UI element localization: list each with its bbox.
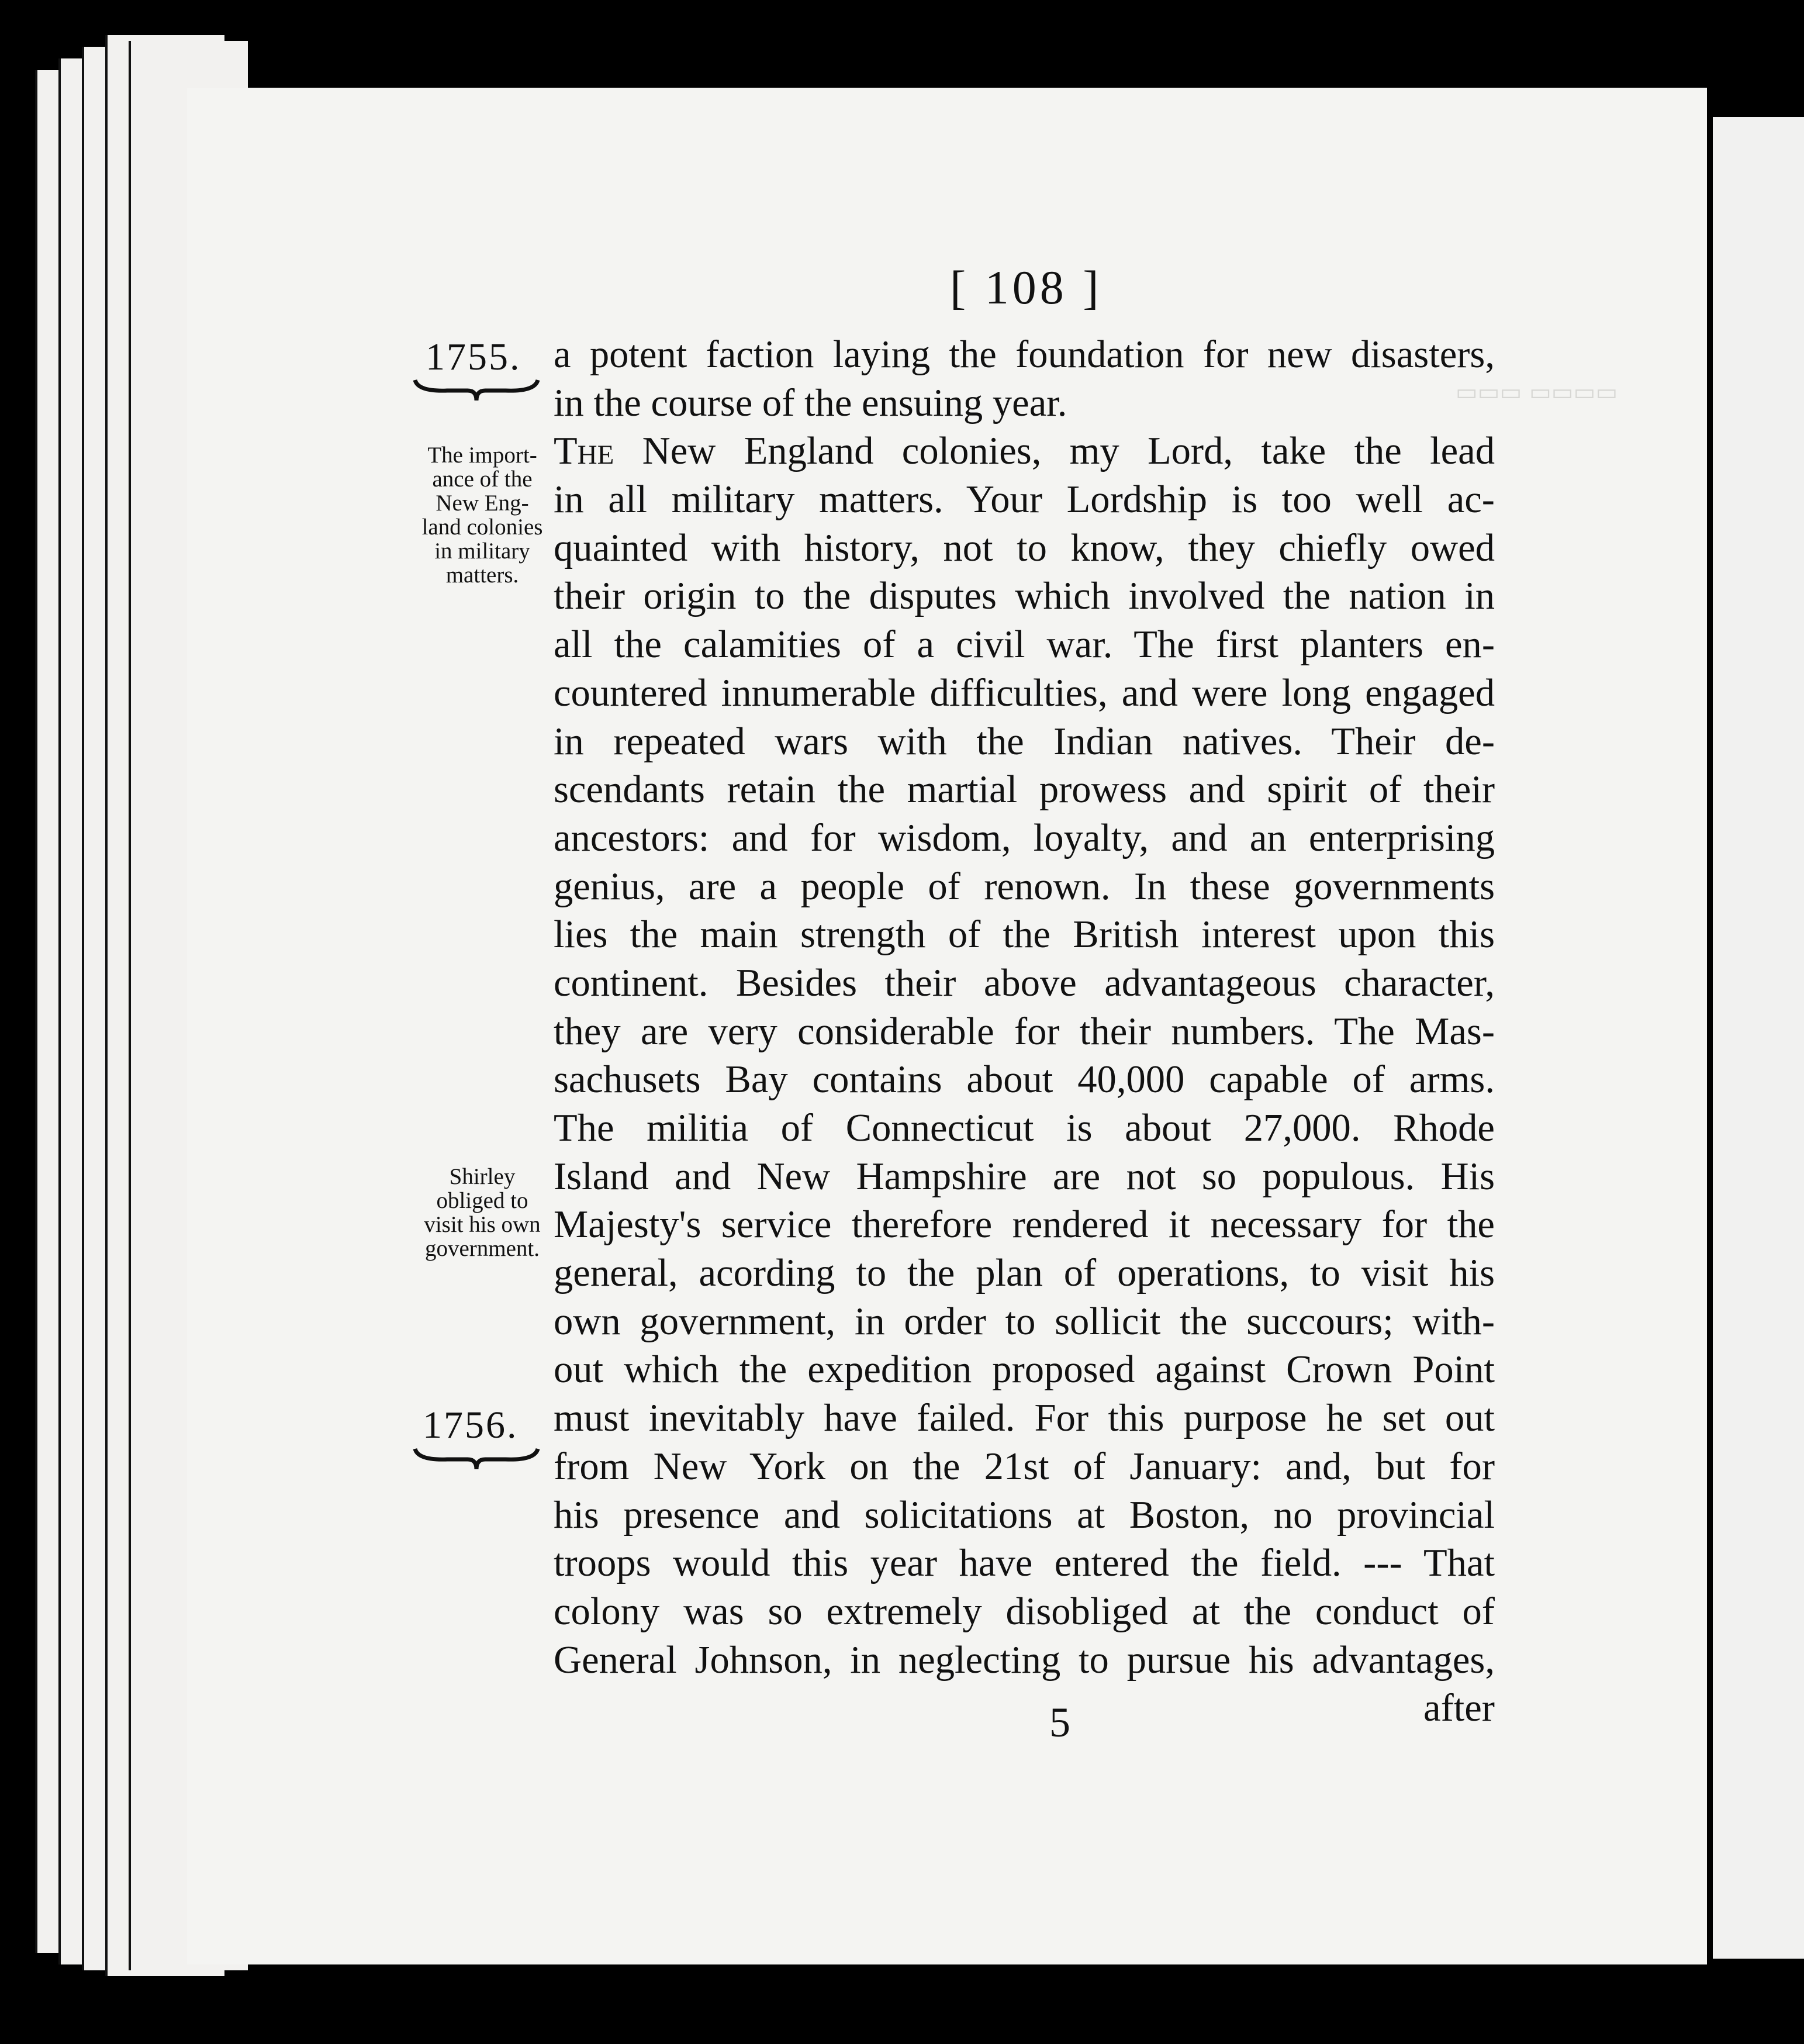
catchword: after (1423, 1687, 1495, 1730)
text-line: The New England colonies, my Lord, take the lead (554, 430, 1495, 473)
brace-icon (412, 374, 541, 403)
text-line: The militia of Connecticut is about 27,000. Rhode (554, 1107, 1495, 1149)
text-line: genius, are a people of renown. In these governments (554, 865, 1495, 908)
text-line: they are very considerable for their numbers. The Mas- (554, 1010, 1495, 1053)
bleed-through: ▭▭▭ ▭▭▭▭ (1456, 379, 1618, 406)
text-line: own government, in order to sollicit the succours; with- (554, 1300, 1495, 1343)
margin-note-importance: The import- ance of the New Eng- land colonies in military matters. (421, 443, 543, 588)
text-line: troops would this year have entered the field. --- That (554, 1542, 1495, 1585)
text-line: in all military matters. Your Lordship is too well ac- (554, 478, 1495, 522)
body-text (554, 331, 1495, 1733)
text-line: from New York on the 21st of January: and, but for (554, 1445, 1495, 1488)
text-line: colony was so extremely disobliged at the conduct of (554, 1590, 1495, 1633)
text-line: scendants retain the martial prowess and spirit of their (554, 768, 1495, 812)
text-line: his presence and solicitations at Boston, no provincial (554, 1493, 1495, 1537)
text-line: out which the expedition proposed against Crown Point (554, 1348, 1495, 1392)
facing-page (1707, 117, 1804, 1959)
margin-note-shirley: Shirley obliged to visit his own government. (424, 1164, 541, 1261)
signature-mark: 5 (1049, 1699, 1070, 1746)
text-line: ancestors: and for wisdom, loyalty, and an enterprising (554, 816, 1495, 859)
text-line: in the course of the ensuing year. (554, 381, 1067, 424)
text-line: a potent faction laying the foundation for new disasters, (554, 333, 1495, 376)
text-line: lies the main strength of the British interest upon this (554, 913, 1495, 957)
lead-word: The (554, 430, 614, 473)
text-line: Majesty's service therefore rendered it necessary for the (554, 1203, 1495, 1247)
page-number: [ 108 ] (950, 261, 1103, 314)
text-line: must inevitably have failed. For this purpose he set out (554, 1397, 1495, 1440)
text-line: all the calamities of a civil war. The first planters en- (554, 623, 1495, 667)
text-line: General Johnson, in neglecting to pursue his advantages, (554, 1638, 1495, 1682)
text-line: their origin to the disputes which involved the nation in (554, 575, 1495, 618)
text-line: countered innumerable difficulties, and were long engaged (554, 671, 1495, 714)
year-1756: 1756. (423, 1404, 519, 1446)
text-line: continent. Besides their above advantageous character, (554, 961, 1495, 1004)
year-1755: 1755. (426, 336, 521, 378)
text-line: Island and New Hampshire are not so populous. His (554, 1155, 1495, 1198)
text-line: general, acording to the plan of operations, to visit his (554, 1252, 1495, 1295)
text-line: quainted with history, not to know, they chiefly owed (554, 526, 1495, 569)
text-line: in repeated wars with the Indian natives. Their de- (554, 720, 1495, 763)
text-line: sachusets Bay contains about 40,000 capable of arms. (554, 1058, 1495, 1102)
brace-icon (412, 1443, 541, 1472)
